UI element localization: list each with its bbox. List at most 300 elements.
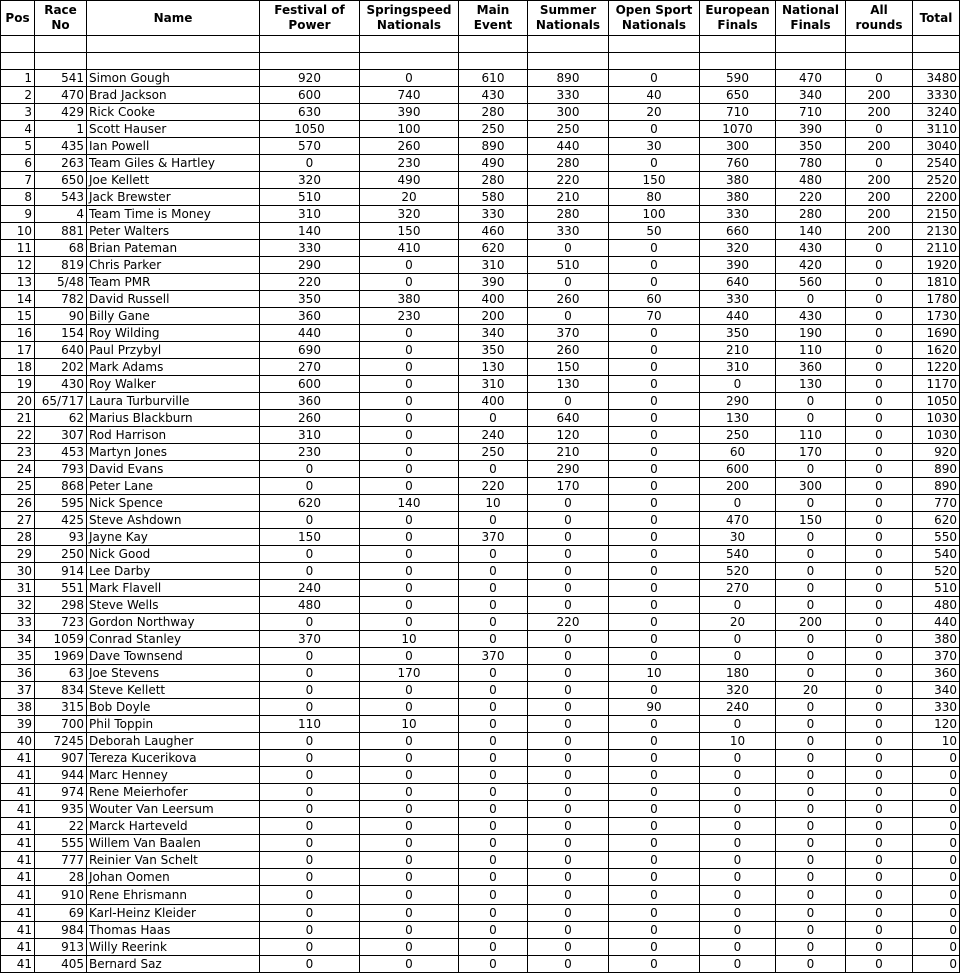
- cell-name: Steve Kellett: [87, 682, 260, 699]
- cell-main-event: 390: [459, 274, 528, 291]
- cell-festival-of-power: 150: [260, 529, 360, 546]
- cell-summer-nationals: 0: [528, 393, 609, 410]
- cell-pos: 31: [1, 580, 35, 597]
- cell-pos: 9: [1, 206, 35, 223]
- cell-name: Roy Walker: [87, 376, 260, 393]
- cell-main-event: 0: [459, 699, 528, 716]
- cell-european-finals: 0: [700, 631, 776, 648]
- cell-national-finals: 0: [776, 784, 846, 801]
- cell-name: Scott Hauser: [87, 121, 260, 138]
- header-all-rounds: All rounds: [846, 1, 913, 36]
- cell-festival-of-power: 0: [260, 665, 360, 682]
- cell-all-rounds: 0: [846, 155, 913, 172]
- cell-open-sport-nationals: 0: [609, 818, 700, 835]
- cell-pos: 41: [1, 956, 35, 973]
- cell-pos: 33: [1, 614, 35, 631]
- cell-european-finals: 710: [700, 104, 776, 121]
- cell-open-sport-nationals: 0: [609, 869, 700, 886]
- cell-all-rounds: 0: [846, 631, 913, 648]
- cell-summer-nationals: 0: [528, 767, 609, 784]
- header-race-no: Race No: [35, 1, 87, 36]
- cell-national-finals: 300: [776, 478, 846, 495]
- cell-open-sport-nationals: 0: [609, 631, 700, 648]
- cell-total: 0: [913, 922, 960, 939]
- table-row: [1, 291, 960, 308]
- cell-european-finals: 660: [700, 223, 776, 240]
- cell-main-event: 0: [459, 767, 528, 784]
- table-row: [1, 869, 960, 886]
- cell-main-event: 0: [459, 682, 528, 699]
- cell-summer-nationals: 0: [528, 922, 609, 939]
- cell-main-event: 370: [459, 648, 528, 665]
- table-row: [1, 359, 960, 376]
- cell-total: 440: [913, 614, 960, 631]
- cell-european-finals: 130: [700, 410, 776, 427]
- cell-main-event: 0: [459, 956, 528, 973]
- cell-european-finals: 380: [700, 172, 776, 189]
- cell-european-finals: 320: [700, 240, 776, 257]
- cell-festival-of-power: 0: [260, 886, 360, 905]
- cell-main-event: 0: [459, 461, 528, 478]
- cell-name: Steve Wells: [87, 597, 260, 614]
- cell-name: Karl-Heinz Kleider: [87, 905, 260, 922]
- cell-springspeed-nationals: 390: [360, 104, 459, 121]
- cell-european-finals: 0: [700, 956, 776, 973]
- cell-springspeed-nationals: 0: [360, 614, 459, 631]
- cell-name: Thomas Haas: [87, 922, 260, 939]
- cell-all-rounds: 0: [846, 869, 913, 886]
- cell-national-finals: 0: [776, 580, 846, 597]
- cell-festival-of-power: 0: [260, 852, 360, 869]
- cell-total: 1030: [913, 410, 960, 427]
- cell-festival-of-power: 1050: [260, 121, 360, 138]
- cell-national-finals: 170: [776, 444, 846, 461]
- cell-race-no: 793: [35, 461, 87, 478]
- cell-race-no: 910: [35, 886, 87, 905]
- cell-total: 770: [913, 495, 960, 512]
- cell-main-event: 0: [459, 597, 528, 614]
- cell-all-rounds: 0: [846, 240, 913, 257]
- cell-open-sport-nationals: 0: [609, 886, 700, 905]
- table-row: [1, 767, 960, 784]
- cell-name: Bernard Saz: [87, 956, 260, 973]
- cell-pos: 41: [1, 939, 35, 956]
- cell-all-rounds: 0: [846, 835, 913, 852]
- cell-european-finals: 30: [700, 529, 776, 546]
- cell-springspeed-nationals: 0: [360, 648, 459, 665]
- cell-pos: 36: [1, 665, 35, 682]
- cell-summer-nationals: 150: [528, 359, 609, 376]
- cell-pos: 41: [1, 784, 35, 801]
- cell-summer-nationals: 0: [528, 956, 609, 973]
- cell-open-sport-nationals: 20: [609, 104, 700, 121]
- blank-row: [1, 36, 960, 53]
- cell-race-no: 913: [35, 939, 87, 956]
- cell-race-no: 405: [35, 956, 87, 973]
- cell-all-rounds: 0: [846, 801, 913, 818]
- cell-springspeed-nationals: 0: [360, 852, 459, 869]
- cell-festival-of-power: 0: [260, 546, 360, 563]
- table-row: [1, 939, 960, 956]
- cell-open-sport-nationals: 0: [609, 444, 700, 461]
- cell-name: Rene Meierhofer: [87, 784, 260, 801]
- table-row: [1, 223, 960, 240]
- cell-pos: 4: [1, 121, 35, 138]
- cell-pos: 3: [1, 104, 35, 121]
- cell-festival-of-power: 630: [260, 104, 360, 121]
- header-pos: Pos: [1, 1, 35, 36]
- cell-name: Peter Lane: [87, 478, 260, 495]
- cell-open-sport-nationals: 0: [609, 682, 700, 699]
- cell-springspeed-nationals: 230: [360, 308, 459, 325]
- cell-all-rounds: 200: [846, 104, 913, 121]
- cell-summer-nationals: 510: [528, 257, 609, 274]
- cell-name: Gordon Northway: [87, 614, 260, 631]
- cell-summer-nationals: 0: [528, 529, 609, 546]
- cell-pos: 1: [1, 70, 35, 87]
- cell-name: Willy Reerink: [87, 939, 260, 956]
- cell-summer-nationals: 0: [528, 495, 609, 512]
- cell-open-sport-nationals: 0: [609, 801, 700, 818]
- cell-summer-nationals: 0: [528, 597, 609, 614]
- table-row: [1, 733, 960, 750]
- cell-springspeed-nationals: 140: [360, 495, 459, 512]
- cell-national-finals: 0: [776, 495, 846, 512]
- cell-pos: 38: [1, 699, 35, 716]
- cell-total: 2130: [913, 223, 960, 240]
- cell-national-finals: 110: [776, 427, 846, 444]
- cell-open-sport-nationals: 0: [609, 461, 700, 478]
- table-row: [1, 648, 960, 665]
- cell-springspeed-nationals: 0: [360, 767, 459, 784]
- cell-main-event: 330: [459, 206, 528, 223]
- cell-european-finals: 0: [700, 376, 776, 393]
- header-summer-nationals: Summer Nationals: [528, 1, 609, 36]
- cell-springspeed-nationals: 260: [360, 138, 459, 155]
- cell-all-rounds: 0: [846, 886, 913, 905]
- cell-summer-nationals: 210: [528, 189, 609, 206]
- cell-summer-nationals: 0: [528, 784, 609, 801]
- cell-festival-of-power: 370: [260, 631, 360, 648]
- cell-national-finals: 0: [776, 767, 846, 784]
- cell-name: Team Giles & Hartley: [87, 155, 260, 172]
- cell-national-finals: 0: [776, 852, 846, 869]
- cell-total: 3330: [913, 87, 960, 104]
- cell-race-no: 425: [35, 512, 87, 529]
- cell-main-event: 0: [459, 410, 528, 427]
- cell-name: Rick Cooke: [87, 104, 260, 121]
- cell-festival-of-power: 0: [260, 563, 360, 580]
- cell-national-finals: 0: [776, 939, 846, 956]
- cell-pos: 20: [1, 393, 35, 410]
- cell-all-rounds: 0: [846, 291, 913, 308]
- cell-main-event: 0: [459, 818, 528, 835]
- cell-national-finals: 0: [776, 546, 846, 563]
- table-row: [1, 495, 960, 512]
- cell-european-finals: 210: [700, 342, 776, 359]
- cell-springspeed-nationals: 170: [360, 665, 459, 682]
- cell-name: Bob Doyle: [87, 699, 260, 716]
- cell-springspeed-nationals: 0: [360, 444, 459, 461]
- cell-total: 1050: [913, 393, 960, 410]
- cell-open-sport-nationals: 0: [609, 784, 700, 801]
- cell-race-no: 68: [35, 240, 87, 257]
- cell-springspeed-nationals: 0: [360, 427, 459, 444]
- cell-main-event: 0: [459, 801, 528, 818]
- table-row: [1, 104, 960, 121]
- table-row: [1, 956, 960, 973]
- cell-total: 2200: [913, 189, 960, 206]
- table-row: [1, 189, 960, 206]
- table-row: [1, 274, 960, 291]
- header-national-finals: National Finals: [776, 1, 846, 36]
- cell-race-no: 984: [35, 922, 87, 939]
- cell-race-no: 7245: [35, 733, 87, 750]
- cell-open-sport-nationals: 0: [609, 580, 700, 597]
- cell-festival-of-power: 230: [260, 444, 360, 461]
- table-row: [1, 922, 960, 939]
- cell-name: Nick Spence: [87, 495, 260, 512]
- cell-european-finals: 640: [700, 274, 776, 291]
- cell-total: 120: [913, 716, 960, 733]
- cell-summer-nationals: 0: [528, 750, 609, 767]
- table-row: [1, 393, 960, 410]
- cell-european-finals: 0: [700, 716, 776, 733]
- cell-national-finals: 0: [776, 563, 846, 580]
- cell-european-finals: 0: [700, 767, 776, 784]
- cell-all-rounds: 0: [846, 733, 913, 750]
- cell-total: 540: [913, 546, 960, 563]
- cell-springspeed-nationals: 0: [360, 939, 459, 956]
- cell-all-rounds: 0: [846, 580, 913, 597]
- cell-race-no: 470: [35, 87, 87, 104]
- cell-european-finals: 540: [700, 546, 776, 563]
- cell-open-sport-nationals: 50: [609, 223, 700, 240]
- cell-name: Ian Powell: [87, 138, 260, 155]
- cell-festival-of-power: 0: [260, 512, 360, 529]
- cell-race-no: 4: [35, 206, 87, 223]
- cell-pos: 23: [1, 444, 35, 461]
- cell-main-event: 220: [459, 478, 528, 495]
- table-row: [1, 478, 960, 495]
- cell-all-rounds: 0: [846, 461, 913, 478]
- cell-springspeed-nationals: 0: [360, 376, 459, 393]
- cell-all-rounds: 200: [846, 189, 913, 206]
- cell-national-finals: 0: [776, 529, 846, 546]
- cell-open-sport-nationals: 30: [609, 138, 700, 155]
- cell-festival-of-power: 0: [260, 818, 360, 835]
- cell-national-finals: 280: [776, 206, 846, 223]
- cell-festival-of-power: 270: [260, 359, 360, 376]
- cell-total: 890: [913, 461, 960, 478]
- cell-main-event: 0: [459, 716, 528, 733]
- cell-pos: 30: [1, 563, 35, 580]
- cell-festival-of-power: 320: [260, 172, 360, 189]
- cell-open-sport-nationals: 10: [609, 665, 700, 682]
- cell-race-no: 202: [35, 359, 87, 376]
- cell-national-finals: 0: [776, 818, 846, 835]
- table-row: [1, 206, 960, 223]
- cell-main-event: 0: [459, 580, 528, 597]
- cell-european-finals: 600: [700, 461, 776, 478]
- cell-total: 2540: [913, 155, 960, 172]
- cell-main-event: 250: [459, 121, 528, 138]
- cell-open-sport-nationals: 0: [609, 546, 700, 563]
- cell-summer-nationals: 890: [528, 70, 609, 87]
- cell-european-finals: 20: [700, 614, 776, 631]
- cell-national-finals: 0: [776, 699, 846, 716]
- cell-national-finals: 0: [776, 631, 846, 648]
- cell-pos: 39: [1, 716, 35, 733]
- cell-festival-of-power: 920: [260, 70, 360, 87]
- cell-springspeed-nationals: 0: [360, 886, 459, 905]
- cell-festival-of-power: 0: [260, 614, 360, 631]
- cell-festival-of-power: 360: [260, 308, 360, 325]
- table-row: [1, 155, 960, 172]
- cell-all-rounds: 0: [846, 342, 913, 359]
- cell-race-no: 65/717: [35, 393, 87, 410]
- cell-springspeed-nationals: 230: [360, 155, 459, 172]
- cell-open-sport-nationals: 0: [609, 529, 700, 546]
- cell-name: Dave Townsend: [87, 648, 260, 665]
- cell-festival-of-power: 0: [260, 905, 360, 922]
- table-row: [1, 172, 960, 189]
- cell-pos: 29: [1, 546, 35, 563]
- table-row: [1, 614, 960, 631]
- cell-festival-of-power: 480: [260, 597, 360, 614]
- cell-summer-nationals: 260: [528, 342, 609, 359]
- cell-festival-of-power: 330: [260, 240, 360, 257]
- cell-total: 1620: [913, 342, 960, 359]
- cell-springspeed-nationals: 0: [360, 546, 459, 563]
- cell-national-finals: 130: [776, 376, 846, 393]
- cell-main-event: 430: [459, 87, 528, 104]
- cell-all-rounds: 0: [846, 767, 913, 784]
- cell-festival-of-power: 0: [260, 784, 360, 801]
- cell-springspeed-nationals: 0: [360, 922, 459, 939]
- cell-main-event: 0: [459, 733, 528, 750]
- cell-main-event: 200: [459, 308, 528, 325]
- table-row: [1, 308, 960, 325]
- cell-summer-nationals: 0: [528, 699, 609, 716]
- table-row: [1, 376, 960, 393]
- cell-european-finals: 0: [700, 818, 776, 835]
- cell-all-rounds: 0: [846, 359, 913, 376]
- cell-all-rounds: 0: [846, 70, 913, 87]
- cell-all-rounds: 0: [846, 444, 913, 461]
- cell-pos: 41: [1, 869, 35, 886]
- cell-name: Laura Turburville: [87, 393, 260, 410]
- cell-main-event: 0: [459, 905, 528, 922]
- cell-festival-of-power: 0: [260, 869, 360, 886]
- cell-summer-nationals: 0: [528, 835, 609, 852]
- cell-open-sport-nationals: 0: [609, 393, 700, 410]
- cell-summer-nationals: 300: [528, 104, 609, 121]
- cell-name: Tereza Kucerikova: [87, 750, 260, 767]
- cell-total: 0: [913, 886, 960, 905]
- cell-main-event: 280: [459, 104, 528, 121]
- table-row: [1, 444, 960, 461]
- table-row: [1, 70, 960, 87]
- cell-race-no: 1969: [35, 648, 87, 665]
- cell-springspeed-nationals: 0: [360, 563, 459, 580]
- cell-name: Team PMR: [87, 274, 260, 291]
- cell-open-sport-nationals: 90: [609, 699, 700, 716]
- table-row: [1, 342, 960, 359]
- cell-all-rounds: 0: [846, 939, 913, 956]
- cell-festival-of-power: 310: [260, 427, 360, 444]
- cell-festival-of-power: 0: [260, 750, 360, 767]
- cell-all-rounds: 0: [846, 512, 913, 529]
- cell-springspeed-nationals: 0: [360, 905, 459, 922]
- cell-summer-nationals: 0: [528, 240, 609, 257]
- cell-pos: 41: [1, 801, 35, 818]
- table-row: [1, 546, 960, 563]
- cell-festival-of-power: 600: [260, 87, 360, 104]
- cell-springspeed-nationals: 0: [360, 70, 459, 87]
- cell-national-finals: 340: [776, 87, 846, 104]
- cell-all-rounds: 0: [846, 121, 913, 138]
- cell-european-finals: 330: [700, 206, 776, 223]
- cell-european-finals: 0: [700, 750, 776, 767]
- cell-open-sport-nationals: 0: [609, 852, 700, 869]
- cell-race-no: 914: [35, 563, 87, 580]
- cell-european-finals: 1070: [700, 121, 776, 138]
- cell-name: Deborah Laugher: [87, 733, 260, 750]
- cell-pos: 25: [1, 478, 35, 495]
- cell-main-event: 0: [459, 750, 528, 767]
- cell-springspeed-nationals: 0: [360, 359, 459, 376]
- cell-race-no: 429: [35, 104, 87, 121]
- header-festival-of-power: Festival of Power: [260, 1, 360, 36]
- cell-total: 0: [913, 767, 960, 784]
- cell-open-sport-nationals: 0: [609, 597, 700, 614]
- cell-main-event: 0: [459, 852, 528, 869]
- cell-festival-of-power: 360: [260, 393, 360, 410]
- cell-springspeed-nationals: 0: [360, 461, 459, 478]
- cell-pos: 41: [1, 886, 35, 905]
- cell-race-no: 650: [35, 172, 87, 189]
- cell-springspeed-nationals: 0: [360, 478, 459, 495]
- cell-european-finals: 310: [700, 359, 776, 376]
- cell-race-no: 541: [35, 70, 87, 87]
- cell-summer-nationals: 0: [528, 939, 609, 956]
- cell-springspeed-nationals: 0: [360, 393, 459, 410]
- cell-race-no: 69: [35, 905, 87, 922]
- cell-all-rounds: 0: [846, 495, 913, 512]
- cell-main-event: 0: [459, 614, 528, 631]
- cell-european-finals: 0: [700, 886, 776, 905]
- cell-pos: 32: [1, 597, 35, 614]
- cell-open-sport-nationals: 0: [609, 121, 700, 138]
- cell-all-rounds: 200: [846, 138, 913, 155]
- cell-european-finals: 0: [700, 905, 776, 922]
- cell-european-finals: 380: [700, 189, 776, 206]
- cell-summer-nationals: 0: [528, 648, 609, 665]
- cell-summer-nationals: 210: [528, 444, 609, 461]
- cell-summer-nationals: 0: [528, 563, 609, 580]
- cell-total: 1920: [913, 257, 960, 274]
- cell-springspeed-nationals: 0: [360, 801, 459, 818]
- cell-open-sport-nationals: 0: [609, 750, 700, 767]
- cell-open-sport-nationals: 150: [609, 172, 700, 189]
- cell-total: 360: [913, 665, 960, 682]
- cell-race-no: 974: [35, 784, 87, 801]
- cell-all-rounds: 0: [846, 478, 913, 495]
- cell-race-no: 935: [35, 801, 87, 818]
- cell-national-finals: 0: [776, 905, 846, 922]
- cell-european-finals: 240: [700, 699, 776, 716]
